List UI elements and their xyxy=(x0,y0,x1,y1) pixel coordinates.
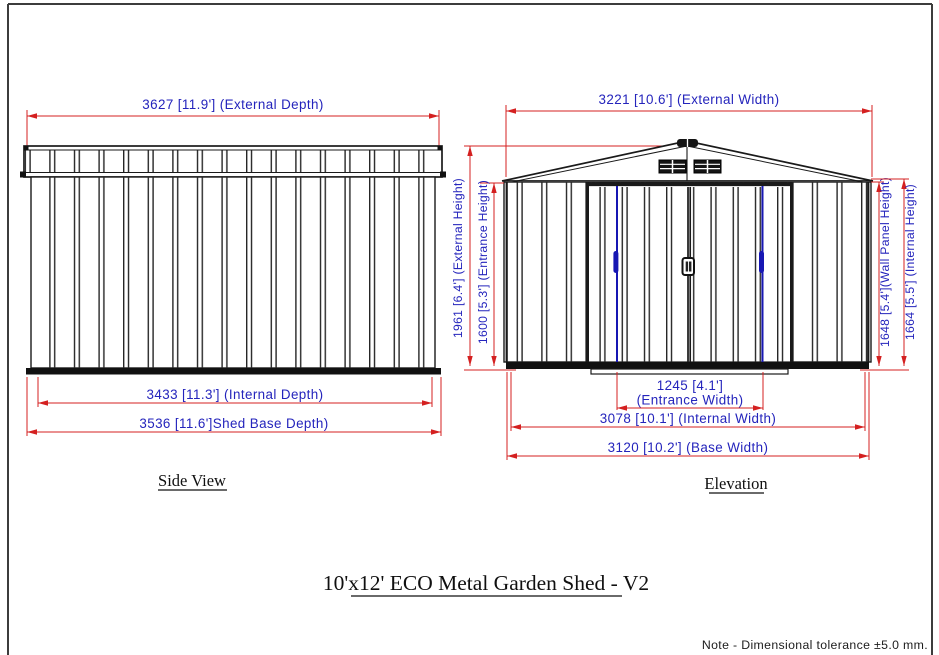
door-latch xyxy=(683,258,695,275)
dim-entrance-width-label: (Entrance Width) xyxy=(636,392,744,408)
side-view-base xyxy=(26,368,441,375)
dim-entrance-height xyxy=(476,180,504,366)
door-handle-left xyxy=(613,251,618,273)
dim-internal-depth-text: 3433 [11.3'] (Internal Depth) xyxy=(146,387,324,402)
dim-wall-panel-height-text: 1648 [5.4'](Wall Panel Height) xyxy=(878,176,892,348)
dim-base-width-text: 3120 [10.2'] (Base Width) xyxy=(607,440,769,455)
page-title: 10'x12' ECO Metal Garden Shed - V2 xyxy=(322,571,650,595)
dim-internal-depth xyxy=(38,377,432,407)
roof-endcap xyxy=(20,172,26,178)
side-view-label: Side View xyxy=(158,471,226,490)
dim-entrance-width xyxy=(617,372,763,410)
dim-external-width-text: 3221 [10.6'] (External Width) xyxy=(598,92,780,107)
dim-external-height xyxy=(451,146,470,366)
dim-external-height-text: 1961 [6.4'] (External Height) xyxy=(451,177,465,339)
dim-internal-height-text: 1664 [5.5'] (Internal Height) xyxy=(903,183,917,341)
dim-entrance-height-text: 1600 [5.3'] (Entrance Height) xyxy=(476,179,490,345)
roof-endcap xyxy=(438,146,443,151)
dim-external-depth-text: 3627 [11.9'] (External Depth) xyxy=(142,97,324,112)
dim-wall-panel-height xyxy=(871,177,892,366)
dim-base-depth xyxy=(27,377,441,436)
tolerance-note: Note - Dimensional tolerance ±5.0 mm. xyxy=(701,638,928,652)
elevation-drawing xyxy=(451,92,917,493)
gable-vent-left xyxy=(659,160,686,173)
elevation-label: Elevation xyxy=(704,474,768,493)
side-view-drawing xyxy=(20,97,446,490)
door-handle-right xyxy=(759,251,764,273)
elevation-door xyxy=(586,183,793,362)
dim-external-depth xyxy=(27,97,439,146)
roof-endcap xyxy=(440,172,446,178)
roof-endcap xyxy=(24,146,29,151)
elevation-base xyxy=(506,362,869,369)
side-view-wall xyxy=(31,177,435,368)
door-sill xyxy=(591,369,788,374)
dim-base-depth-text: 3536 [11.6']Shed Base Depth) xyxy=(139,416,329,431)
dim-internal-width-text: 3078 [10.1'] (Internal Width) xyxy=(599,411,777,426)
gable-vent-right xyxy=(694,160,721,173)
side-view-roof xyxy=(20,146,446,178)
dim-entrance-width-value: 1245 [4.1'] xyxy=(656,378,724,393)
